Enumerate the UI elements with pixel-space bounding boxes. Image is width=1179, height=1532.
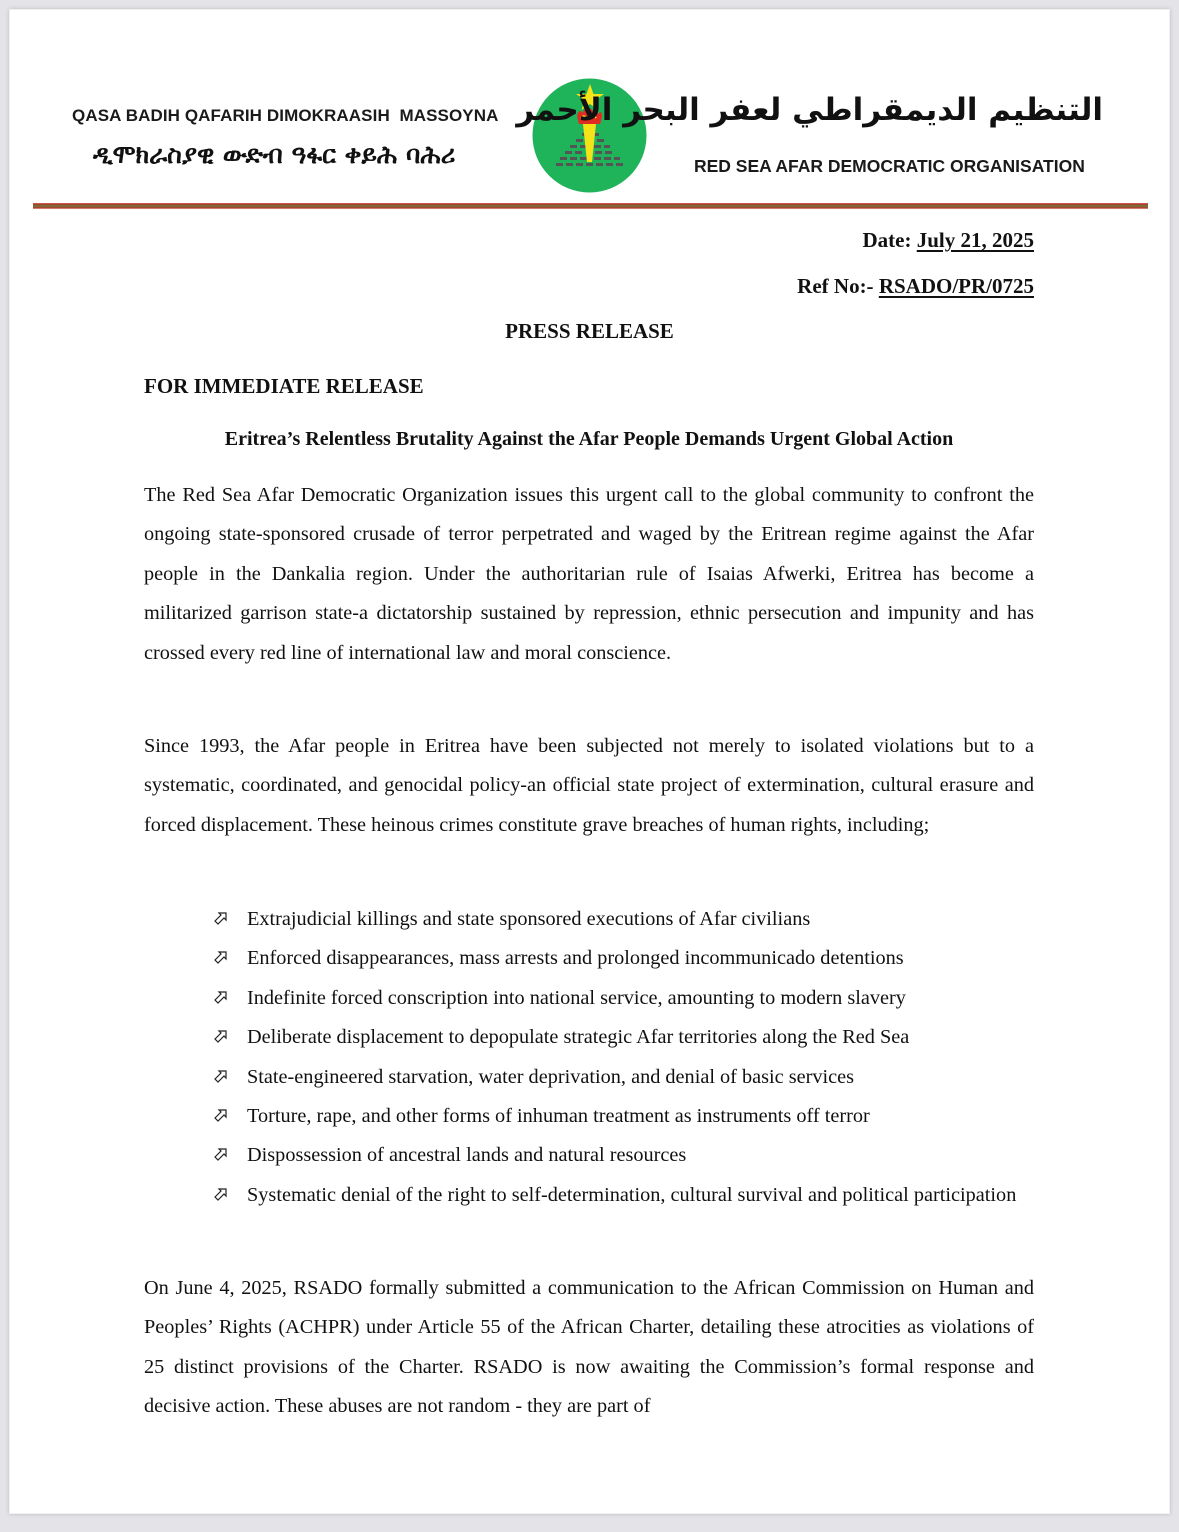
list-item	[212, 939, 1034, 978]
list-item-text: Systematic denial of the right to self-determination, cultural survival and political participation	[247, 1183, 1017, 1206]
hollow-arrow-up-right-icon	[212, 1067, 230, 1085]
reference-line	[797, 274, 1034, 299]
body-paragraph: On June 4, 2025, RSADO formally submitted a communication to the African Commission on Human and Peoples’ Rights (ACHPR) under Article 55 of the African Charter, detailing these atrocities as violations of 25 distinct provisions of the Charter. RSADO is now awaiting the Commission’s formal response and decisive action. These abuses are not random - they are part of	[144, 1277, 1034, 1418]
hollow-arrow-up-right-icon	[212, 909, 230, 927]
list-item-text: Deliberate displacement to depopulate strategic Afar territories along the Red Sea	[247, 1026, 910, 1049]
hollow-arrow-up-right-icon	[212, 1145, 230, 1163]
list-item-text: Dispossession of ancestral lands and natural resources	[247, 1144, 687, 1167]
list-item	[212, 979, 1034, 1018]
date-line	[863, 228, 1035, 253]
hollow-arrow-up-right-icon	[212, 948, 230, 966]
press-headline: Eritrea’s Relentless Brutality Against the Afar People Demands Urgent Global Action	[224, 428, 954, 450]
list-item-text: Enforced disappearances, mass arrests and prolonged incommunicado detentions	[247, 947, 904, 970]
date-value: July 21, 2025	[916, 228, 1034, 252]
violations-list	[212, 900, 1034, 1215]
hollow-arrow-up-right-icon	[212, 1106, 230, 1124]
list-item-text: Torture, rape, and other forms of inhuman treatment as instruments off terror	[247, 1105, 870, 1128]
list-item	[212, 1136, 1034, 1175]
list-item-text: Extrajudicial killings and state sponsored executions of Afar civilians	[247, 908, 811, 930]
ref-value: RSADO/PR/0725	[878, 274, 1034, 298]
list-item	[212, 1097, 1034, 1136]
org-name-afar: QASA BADIH QAFARIH DIMOKRAASIH MASSOYNA	[72, 106, 499, 125]
list-item-text: State-engineered starvation, water deprivation, and denial of basic services	[247, 1065, 855, 1088]
date-label: Date:	[862, 228, 912, 252]
list-item	[212, 1058, 1034, 1097]
org-name-arabic: التنظيم الديمقراطي لعفر البحر الأحمر	[516, 92, 1103, 128]
letterhead-divider	[33, 203, 1148, 209]
body-paragraph: The Red Sea Afar Democratic Organization issues this urgent call to the global community to confront the ongoing state-sponsored crusade of terror perpetrated and waged by the Eritrean regime against the Afar people in the Dankalia region. Under the authoritarian rule of Isaias Afwerki, Eritrea has become a militarized garrison state-a dictatorship sustained by repression, ethnic persecution and impunity and has crossed every red line of international law and moral conscience.	[144, 484, 1034, 664]
list-item	[212, 1018, 1034, 1057]
list-item-text: Indefinite forced conscription into national service, amounting to modern slavery	[247, 986, 906, 1009]
list-item	[212, 1176, 1034, 1215]
list-item	[212, 900, 1034, 939]
document-type-heading: PRESS RELEASE	[505, 319, 674, 343]
hollow-arrow-up-right-icon	[212, 1185, 230, 1203]
hollow-arrow-up-right-icon	[212, 1027, 230, 1045]
hollow-arrow-up-right-icon	[212, 988, 230, 1006]
org-name-tigrinya: ዲሞክራስያዊ ውድብ ዓፋር ቀይሕ ባሕሪ	[93, 140, 456, 169]
ref-label: Ref No:-	[797, 274, 874, 298]
org-name-english: RED SEA AFAR DEMOCRATIC ORGANISATION	[694, 156, 1085, 176]
release-note: FOR IMMEDIATE RELEASE	[144, 374, 424, 398]
body-paragraph: Since 1993, the Afar people in Eritrea have been subjected not merely to isolated violations but to a systematic, coordinated, and genocidal policy-an official state project of extermination, cultural erasure and forced displacement. These heinous crimes constitute grave breaches of human rights, including;	[144, 735, 1034, 836]
